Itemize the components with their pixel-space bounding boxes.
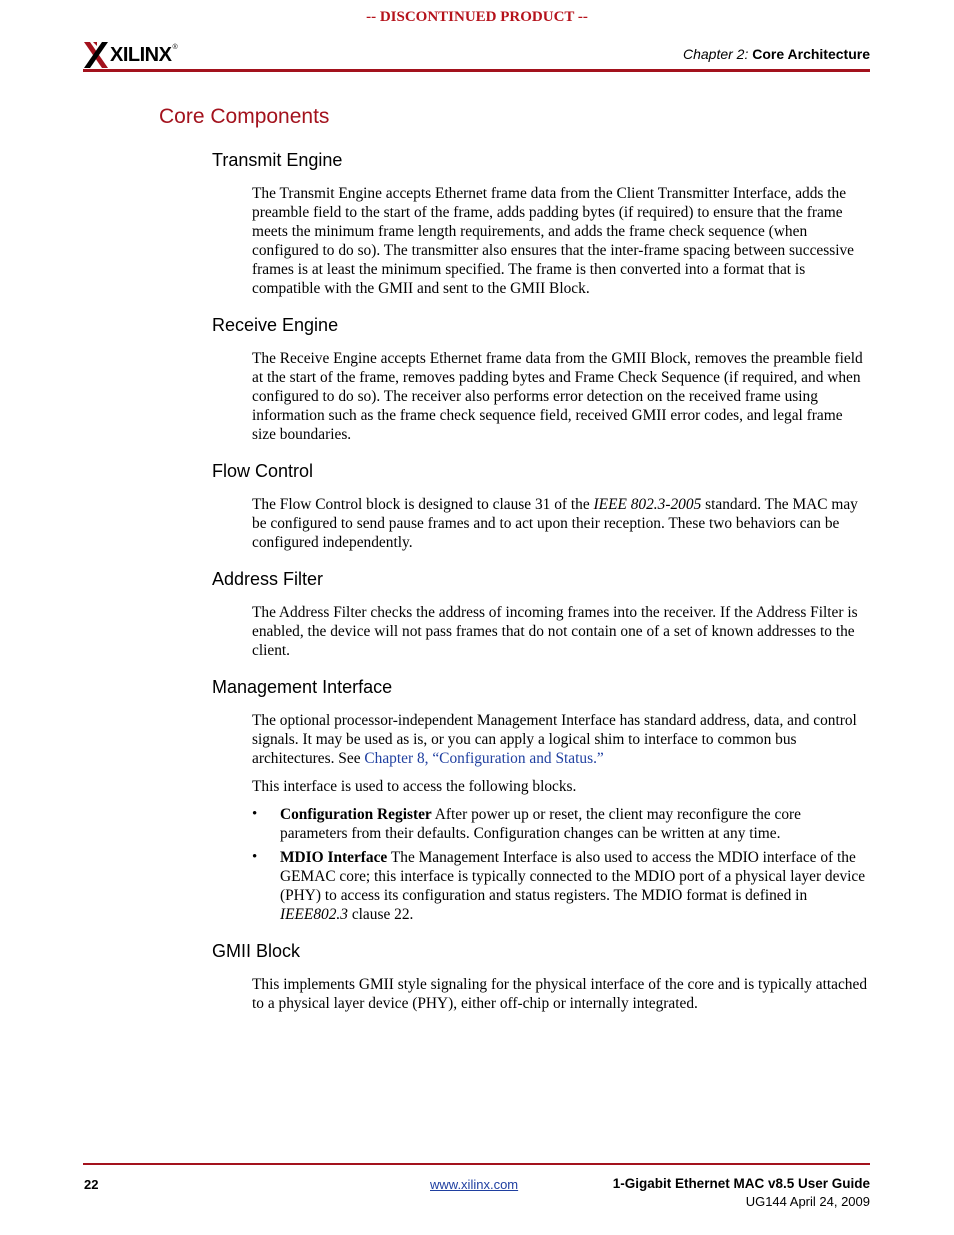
paragraph-receive-engine: The Receive Engine accepts Ethernet frame data from the GMII Block, removes the preamble field at the start of the frame, removes padding bytes and Frame Check Sequence (if required, and when configured to do so). The receiver also performs error detection on the received frame using information such as the frame check sequence field, received GMII error codes, and legal frame size boundaries. [252, 350, 863, 443]
logo-registered-mark: ® [172, 44, 178, 51]
paragraph-address-filter: The Address Filter checks the address of incoming frames into the receiver. If the Address Filter is enabled, the device will not pass frames that do not contain one of a set of known addresses to the client. [252, 604, 858, 659]
heading-gmii-block: GMII Block [212, 941, 301, 961]
flow-text-post: standard. The MAC may be configured to send pause frames and to act upon their reception. These two behaviors can be configured independently. [252, 496, 858, 551]
footer-rule [83, 1163, 870, 1165]
xilinx-logo-icon [84, 42, 108, 68]
heading-address-filter: Address Filter [212, 569, 324, 589]
chapter-label: Chapter 2: [682, 46, 749, 62]
paragraph-management-blocks: This interface is used to access the following blocks. [252, 778, 577, 795]
xilinx-website-link[interactable]: www.xilinx.com [430, 1177, 519, 1192]
bullet-term: MDIO Interface [280, 849, 388, 866]
guide-title: 1-Gigabit Ethernet MAC v8.5 User Guide [612, 1176, 870, 1191]
heading-transmit-engine: Transmit Engine [212, 150, 343, 170]
paragraph-flow-control [252, 496, 870, 553]
bullet-mdio-interface [280, 849, 870, 925]
header-rule [83, 69, 870, 72]
chapter-title: Core Architecture [752, 46, 870, 62]
page-number: 22 [84, 1177, 99, 1192]
chapter-8-link[interactable]: Chapter 8, “Configuration and Status.” [364, 749, 604, 767]
bullet-configuration-register [280, 806, 870, 844]
bullet-icon: • [252, 849, 258, 865]
bullet-desc: After power up or reset, the client may reconfigure the core parameters from their defaults. Configuration changes can be written at any time. [280, 806, 801, 842]
logo-text: XILINX [110, 43, 172, 66]
discontinued-banner: -- DISCONTINUED PRODUCT -- [366, 9, 588, 25]
bullet-icon: • [252, 806, 258, 822]
flow-text-pre: The Flow Control block is designed to clause 31 of the [252, 496, 594, 513]
chapter-header [683, 46, 870, 62]
document-id: UG144 April 24, 2009 [745, 1194, 870, 1209]
xilinx-logo [84, 41, 178, 69]
paragraph-transmit-engine: The Transmit Engine accepts Ethernet frame data from the Client Transmitter Interface, adds the preamble field to the start of the frame, adds padding bytes (if required) to ensure that the frame meets the minimum frame length requirements, and adds the frame check sequence (when configured to do so). The transmitter also ensures that the inter-frame spacing between successive frames is at least the minimum specified. The frame is then converted into a format that is compatible with the GMII and sent to the GMII Block. [252, 185, 855, 297]
bullet-standard-ref: IEEE802.3 [280, 905, 348, 923]
bullet-term: Configuration Register [280, 806, 432, 823]
management-text-pre: The optional processor-independent Management Interface has standard address, data, and control signals. It may be used as is, or you can apply a logical shim to interface to common bus architectures. See [252, 712, 857, 767]
heading-management-interface: Management Interface [212, 677, 393, 697]
flow-standard-ref: IEEE 802.3-2005 [593, 496, 702, 513]
paragraph-management-interface [252, 712, 870, 769]
bullet-desc: The Management Interface is also used to access the MDIO interface of the GEMAC core; this interface is typically connected to the MDIO port of a physical layer device (PHY) to access its configuration and status registers. The MDIO format is defined in [280, 849, 866, 904]
bullet-desc-post: clause 22. [347, 905, 414, 923]
paragraph-gmii-block: This implements GMII style signaling for the physical interface of the core and is typically attached to a physical layer device (PHY), either off-chip or internally integrated. [252, 976, 868, 1012]
section-title: Core Components [159, 105, 330, 128]
heading-receive-engine: Receive Engine [212, 315, 339, 335]
heading-flow-control: Flow Control [212, 461, 314, 481]
